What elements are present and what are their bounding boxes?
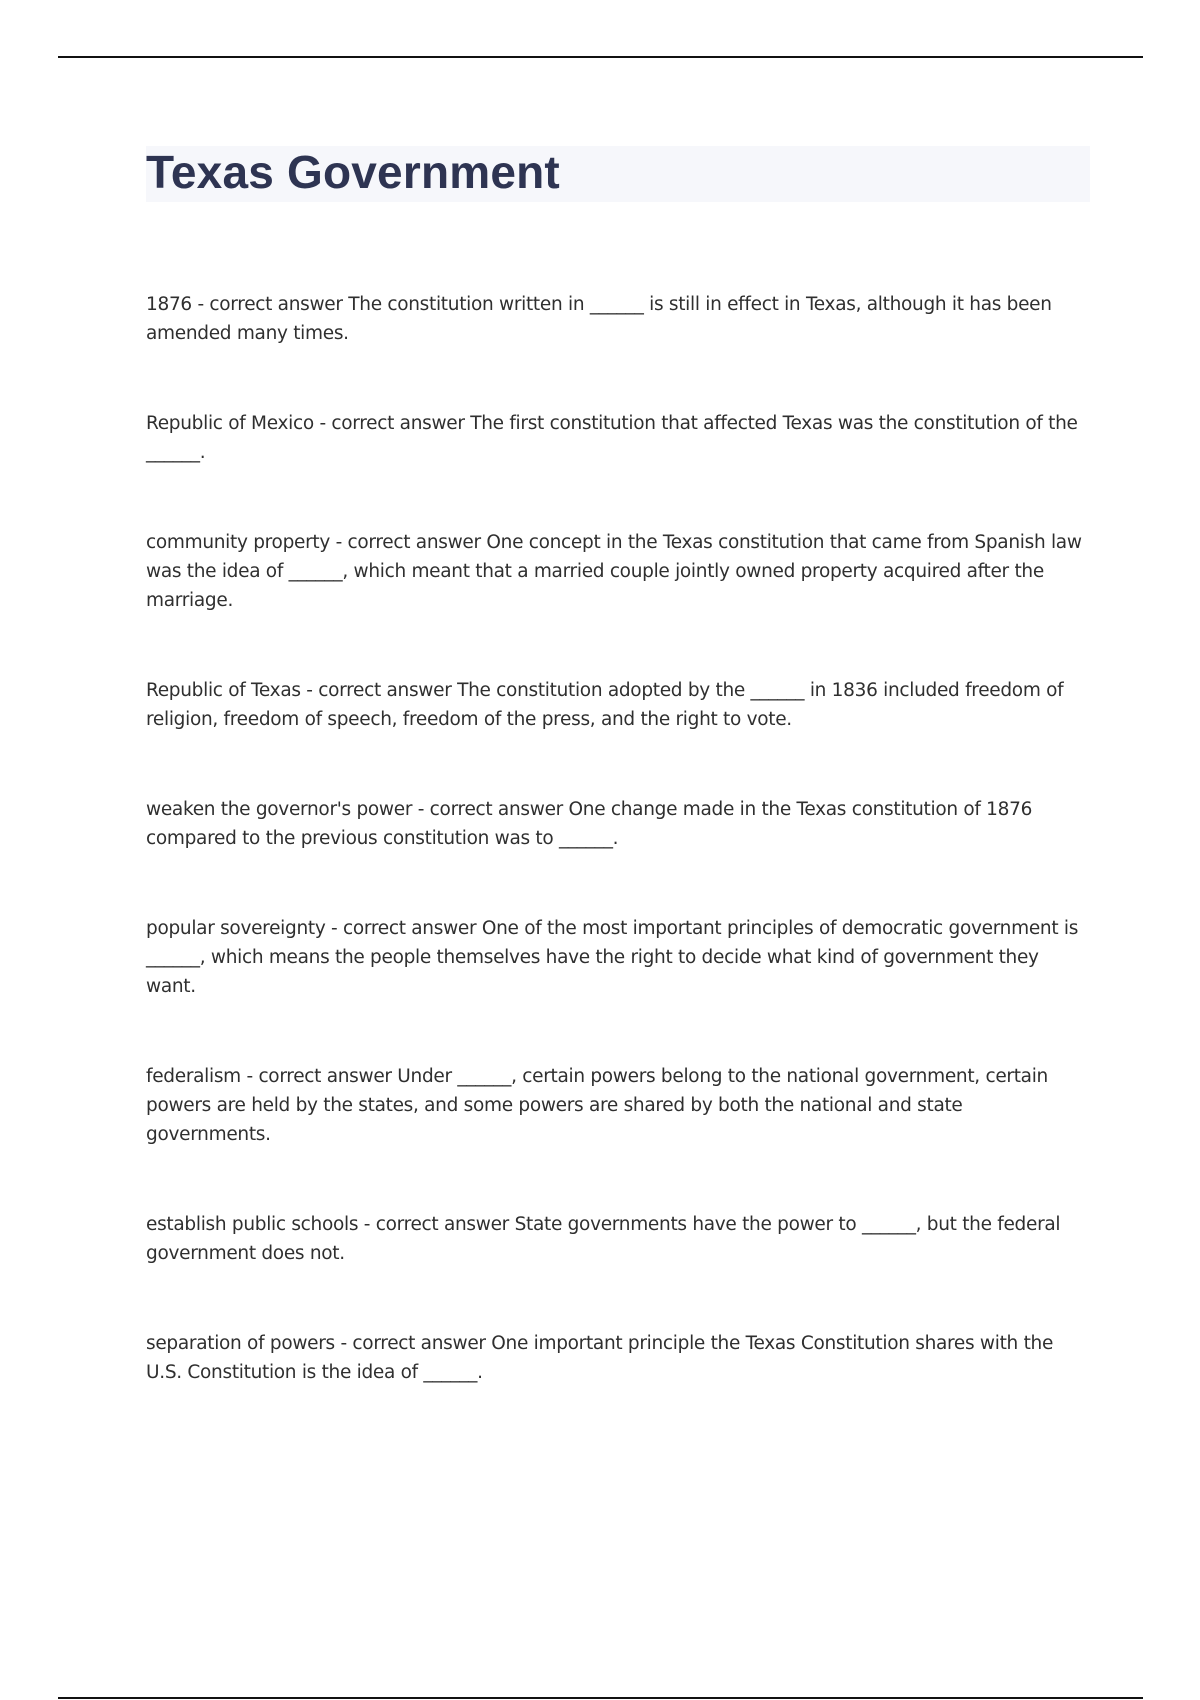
top-rule xyxy=(58,56,1143,58)
flashcard-entry: weaken the governor's power - correct answer One change made in the Texas constitution of 1876 compared to the previous constitution was to ______. xyxy=(146,799,1033,849)
page-title: Texas Government xyxy=(146,146,560,198)
flashcard-list xyxy=(146,290,1086,1387)
bottom-rule xyxy=(58,1697,1143,1699)
flashcard-entry: Republic of Texas - correct answer The constitution adopted by the ______ in 1836 included freedom of religion, freedom of speech, freedom of the press, and the right to vote. xyxy=(146,680,1064,730)
flashcard-entry: 1876 - correct answer The constitution written in ______ is still in effect in Texas, although it has been amended many times. xyxy=(146,294,1052,344)
flashcard-entry: federalism - correct answer Under ______, certain powers belong to the national government, certain powers are held by the states, and some powers are shared by both the national and state governments. xyxy=(146,1066,1048,1145)
flashcard-entry: Republic of Mexico - correct answer The first constitution that affected Texas was the constitution of the ______. xyxy=(146,413,1078,463)
flashcard-entry: popular sovereignty - correct answer One of the most important principles of democratic government is ______, which means the people themselves have the right to decide what kind of government they want. xyxy=(146,918,1079,997)
flashcard-entry: separation of powers - correct answer One important principle the Texas Constitution shares with the U.S. Constitution is the idea of ______. xyxy=(146,1333,1054,1383)
flashcard-entry: establish public schools - correct answer State governments have the power to ______, but the federal government does not. xyxy=(146,1214,1061,1264)
flashcard-entry: community property - correct answer One concept in the Texas constitution that came from Spanish law was the idea of ______, which meant that a married couple jointly owned property acquired after the marriage. xyxy=(146,532,1082,611)
